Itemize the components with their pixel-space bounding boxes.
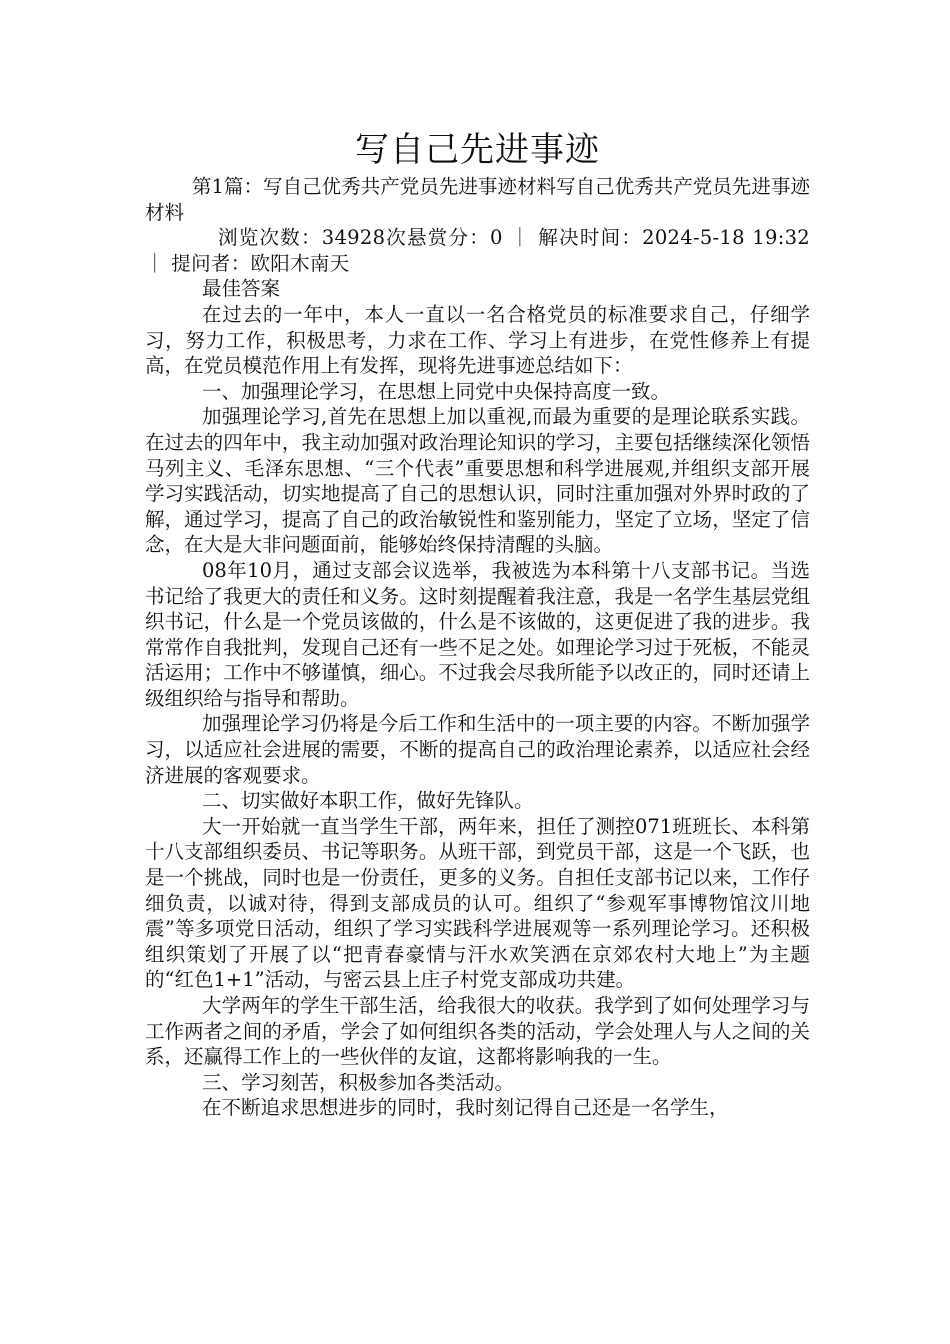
paragraph-4: 加强理论学习仍将是今后工作和生活中的一项主要的内容。不断加强学习，以适应社会进展的需要，不断的提高自己的政治理论素养，以适应社会经济进展的客观要求。 — [145, 712, 810, 787]
document-title: 写自己先进事迹 — [355, 130, 600, 170]
document-page — [145, 128, 810, 1121]
paragraph-7: 在不断追求思想进步的同时，我时刻记得自己还是一名学生， — [202, 1096, 729, 1120]
question-meta: 浏览次数：34928次悬赏分：0 ｜ 解决时间：2024-5-18 19:32 ｜ 提问者：欧阳木南天 — [145, 226, 810, 275]
section-heading-3: 三、学习刻苦，积极参加各类活动。 — [202, 1070, 515, 1094]
paragraph-1: 在过去的一年中，本人一直以一名合格党员的标准要求自己，仔细学习，努力工作，积极思考，力求在工作、学习上有进步，在党性修养上有提高，在党员模范作用上有发挥，现将先进事迹总结如下： — [145, 302, 810, 378]
paragraph-5: 大一开始就一直当学生干部，两年来，担任了测控071班班长、本科第十八支部组织委员、书记等职务。从班干部，到党员干部，这是一个飞跃，也是一个挑战，同时也是一份责任，更多的义务。自担任支部书记以来，工作仔细负责，以诚对待，得到支部成员的认可。组织了“参观军事博物馆汶川地震”等多项党日活动，组织了学习实践科学进展观等一系列理论学习。还积极组织策划了开展了以“把青春豪情与汗水欢笑洒在京郊农村大地上”为主题的“红色1+1”活动，与密云县上庄子村党支部成功共建。 — [145, 814, 810, 992]
best-answer-label: 最佳答案 — [202, 277, 281, 301]
section-heading-1: 一、加强理论学习，在思想上同党中央保持高度一致。 — [202, 379, 671, 403]
paragraph-6: 大学两年的学生干部生活，给我很大的收获。我学到了如何处理学习与工作两者之间的矛盾，学会了如何组织各类的活动，学会处理人与人之间的关系，还赢得工作上的一些伙伴的友谊，这都将影响我的一生。 — [145, 994, 810, 1069]
paragraph-3: 08年10月，通过支部会议选举，我被选为本科第十八支部书记。当选书记给了我更大的责任和义务。这时刻提醒着我注意，我是一名学生基层党组织书记，什么是一个党员该做的，什么是不该做的，这更促进了我的进步。我常常作自我批判，发现自己还有一些不足之处。如理论学习过于死板，不能灵活运用；工作中不够谨慎，细心。不过我会尽我所能予以改正的，同时还请上级组织给与指导和帮助。 — [145, 558, 810, 710]
document-subtitle: 第1篇：写自己优秀共产党员先进事迹材料写自己优秀共产党员先进事迹材料 — [145, 175, 810, 224]
paragraph-2: 加强理论学习,首先在思想上加以重视,而最为重要的是理论联系实践。在过去的四年中，我主动加强对政治理论知识的学习，主要包括继续深化领悟马列主义、毛泽东思想、“三个代表”重要思想和科学进展观,并组织支部开展学习实践活动，切实地提高了自己的思想认识，同时注重加强对外界时政的了解，通过学习，提高了自己的政治敏锐性和鉴别能力，坚定了立场，坚定了信念，在大是大非问题面前，能够始终保持清醒的头脑。 — [145, 405, 810, 557]
section-heading-2: 二、切实做好本职工作，做好先锋队。 — [202, 789, 534, 813]
